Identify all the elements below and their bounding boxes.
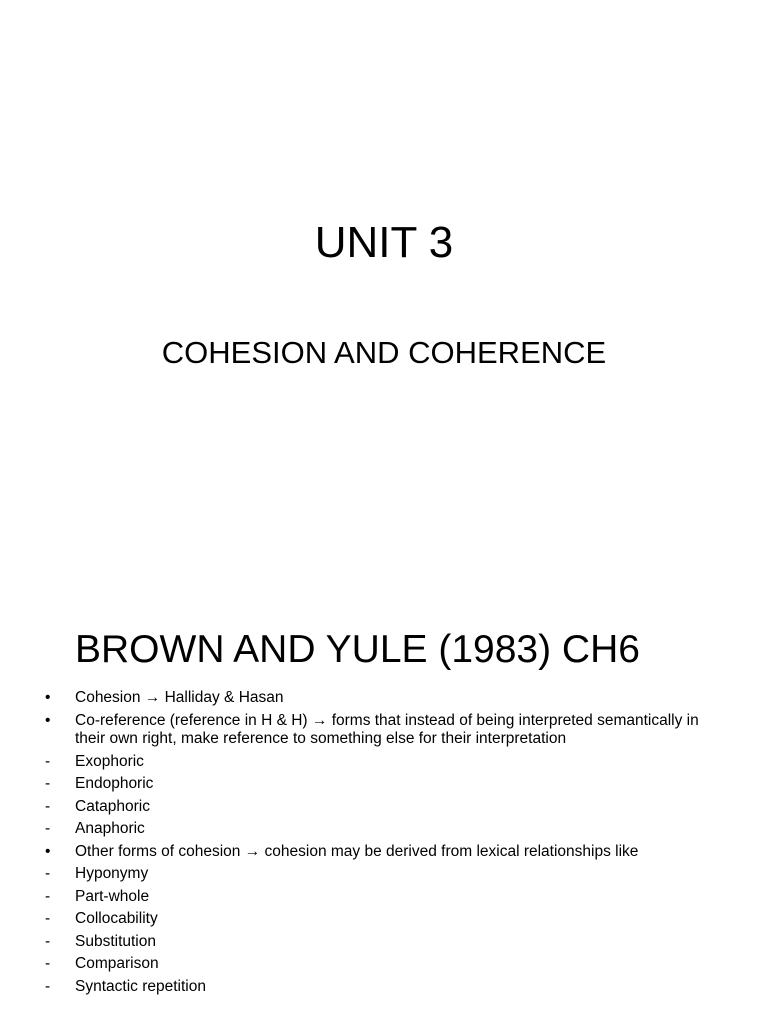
list-item [0, 955, 768, 974]
bullet-list [0, 689, 768, 1000]
list-item-text: Cohesion → Halliday & Hasan [75, 689, 284, 706]
list-item [0, 753, 768, 772]
dash-marker: - [45, 752, 51, 770]
list-item [0, 775, 768, 794]
list-item [0, 910, 768, 929]
list-item [0, 712, 768, 749]
list-item [0, 820, 768, 839]
list-item-text: Exophoric [75, 752, 144, 770]
dash-marker: - [45, 977, 51, 995]
list-item-text: Endophoric [75, 775, 154, 792]
section-heading: BROWN AND YULE (1983) CH6 [75, 628, 640, 671]
bullet-marker: • [45, 711, 51, 729]
list-item [0, 865, 768, 884]
slide-subtitle: COHESION AND COHERENCE [161, 335, 607, 370]
list-item-text: Syntactic repetition [75, 977, 206, 995]
dash-marker: - [45, 797, 51, 815]
list-item-text: Cataphoric [75, 797, 150, 815]
bullet-marker: • [45, 689, 51, 706]
dash-marker: - [45, 820, 51, 837]
dash-marker: - [45, 865, 51, 882]
dash-marker: - [45, 910, 51, 927]
list-item [0, 978, 768, 997]
list-item [0, 689, 768, 708]
list-item-text: Co-reference (reference in H & H) → forms that instead of being interpreted semantically in their own right, make reference to something else for their interpretation [75, 711, 699, 747]
list-item [0, 843, 768, 862]
list-item-text: Other forms of cohesion → cohesion may be derived from lexical relationships like [75, 842, 639, 860]
list-item-text: Substitution [75, 932, 156, 950]
list-item-text: Anaphoric [75, 820, 145, 837]
slide-title: UNIT 3 [314, 218, 454, 267]
list-item-text: Part-whole [75, 887, 150, 905]
bullet-marker: • [45, 842, 51, 860]
list-item [0, 933, 768, 952]
list-item [0, 798, 768, 817]
list-item-text: Comparison [75, 955, 159, 972]
list-item-text: Collocability [75, 910, 158, 927]
list-item [0, 888, 768, 907]
dash-marker: - [45, 775, 51, 792]
dash-marker: - [45, 955, 51, 972]
dash-marker: - [45, 932, 51, 950]
list-item-text: Hyponymy [75, 865, 149, 882]
dash-marker: - [45, 887, 51, 905]
